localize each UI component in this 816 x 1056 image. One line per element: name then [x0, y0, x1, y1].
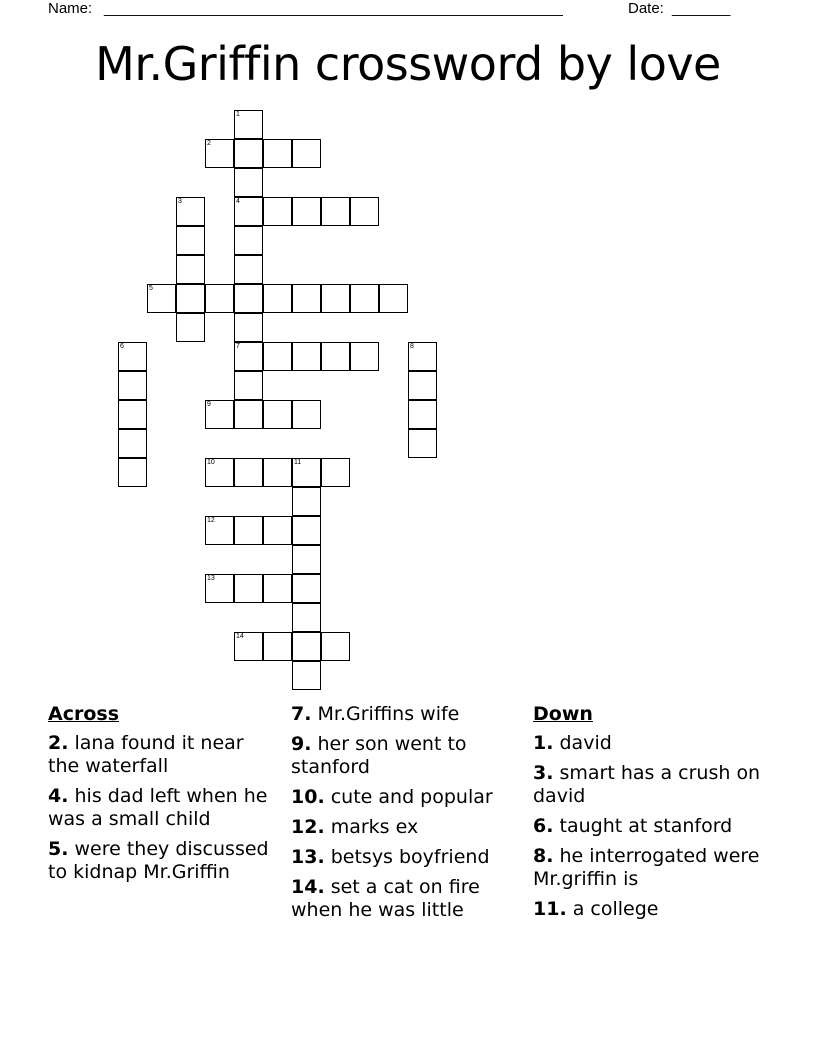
clue-text: her son went to stanford	[291, 733, 467, 778]
clue-text: taught at stanford	[559, 815, 733, 837]
crossword-cell[interactable]	[321, 458, 350, 487]
clue-number: 3.	[533, 762, 554, 784]
page-title: Mr.Griffin crossword by love	[95, 37, 721, 91]
clue-item	[291, 703, 523, 726]
cell-number: 7	[236, 343, 240, 350]
crossword-cell[interactable]	[176, 226, 205, 255]
clue-text: cute and popular	[330, 786, 493, 808]
cell-number: 14	[236, 633, 244, 640]
crossword-cell[interactable]	[408, 429, 437, 458]
clue-text: smart has a crush on david	[533, 762, 761, 807]
clue-number: 5.	[48, 838, 69, 860]
date-label: Date:	[628, 0, 664, 17]
crossword-cell[interactable]	[292, 661, 321, 690]
crossword-cell[interactable]	[205, 574, 234, 603]
clue-number: 13.	[291, 846, 325, 868]
clue-item	[291, 846, 523, 869]
clue-text: his dad left when he was a small child	[48, 785, 268, 830]
clue-item	[48, 838, 280, 884]
down-clues-column	[533, 703, 765, 928]
cell-number: 5	[149, 285, 153, 292]
crossword-cell[interactable]	[118, 458, 147, 487]
crossword-cell[interactable]	[205, 400, 234, 429]
cell-number: 9	[207, 401, 211, 408]
crossword-cell[interactable]	[176, 255, 205, 284]
cell-number: 2	[207, 140, 211, 147]
clue-text: david	[559, 732, 612, 754]
crossword-cell[interactable]	[263, 458, 292, 487]
crossword-cell[interactable]	[234, 371, 263, 400]
clue-text: he interrogated were Mr.griffin is	[533, 845, 760, 890]
crossword-cell[interactable]	[176, 313, 205, 342]
crossword-cell[interactable]	[408, 342, 437, 371]
across-clues-column	[48, 703, 280, 891]
clue-number: 10.	[291, 786, 325, 808]
crossword-cell[interactable]	[263, 342, 292, 371]
cell-number: 10	[207, 459, 215, 466]
crossword-cell[interactable]	[147, 284, 176, 313]
clue-item	[291, 876, 523, 922]
clue-item	[291, 733, 523, 779]
crossword-cell[interactable]	[321, 284, 350, 313]
crossword-cell[interactable]	[234, 139, 263, 168]
crossword-cell[interactable]	[118, 429, 147, 458]
clue-number: 2.	[48, 732, 69, 754]
crossword-cell[interactable]	[379, 284, 408, 313]
crossword-cell[interactable]	[350, 342, 379, 371]
crossword-cell[interactable]	[292, 458, 321, 487]
crossword-cell[interactable]	[263, 574, 292, 603]
cell-number: 3	[178, 198, 182, 205]
clue-item	[48, 732, 280, 778]
crossword-cell[interactable]	[292, 284, 321, 313]
cell-number: 6	[120, 343, 124, 350]
date-field[interactable]: _______	[672, 0, 731, 17]
crossword-cell[interactable]	[118, 371, 147, 400]
crossword-cell[interactable]	[263, 400, 292, 429]
cell-number: 1	[236, 111, 240, 118]
clue-number: 6.	[533, 815, 554, 837]
clue-number: 1.	[533, 732, 554, 754]
crossword-cell[interactable]	[263, 197, 292, 226]
clue-item	[48, 785, 280, 831]
cell-number: 11	[294, 459, 302, 466]
clue-item	[533, 815, 765, 838]
crossword-cell[interactable]	[234, 342, 263, 371]
clue-number: 4.	[48, 785, 69, 807]
clue-text: lana found it near the waterfall	[48, 732, 244, 777]
clue-number: 7.	[291, 703, 312, 725]
cell-number: 13	[207, 575, 215, 582]
crossword-cell[interactable]	[263, 284, 292, 313]
crossword-cell[interactable]	[292, 574, 321, 603]
crossword-cell[interactable]	[292, 545, 321, 574]
clue-number: 11.	[533, 898, 567, 920]
crossword-cell[interactable]	[176, 284, 205, 313]
clue-text: Mr.Griffins wife	[317, 703, 460, 725]
across-heading: Across	[48, 703, 120, 725]
down-heading: Down	[533, 703, 593, 725]
crossword-cell[interactable]	[292, 400, 321, 429]
crossword-cell[interactable]	[234, 197, 263, 226]
crossword-cell[interactable]	[292, 342, 321, 371]
clue-text: were they discussed to kidnap Mr.Griffin	[48, 838, 269, 883]
across-clue-list-continued	[291, 703, 523, 922]
crossword-cell[interactable]	[263, 139, 292, 168]
clue-text: marks ex	[330, 816, 419, 838]
crossword-cell[interactable]	[292, 603, 321, 632]
crossword-cell[interactable]	[234, 168, 263, 197]
name-field[interactable]: _______________________________________________________	[104, 0, 563, 17]
crossword-cell[interactable]	[408, 371, 437, 400]
clue-number: 8.	[533, 845, 554, 867]
clue-item	[533, 845, 765, 891]
cell-number: 8	[410, 343, 414, 350]
crossword-cell[interactable]	[234, 458, 263, 487]
clue-item	[533, 898, 765, 921]
cell-number: 4	[236, 198, 240, 205]
crossword-cell[interactable]	[176, 197, 205, 226]
crossword-cell[interactable]	[234, 313, 263, 342]
across-clues-continued-column	[291, 703, 523, 929]
crossword-cell[interactable]	[292, 197, 321, 226]
clue-item	[291, 816, 523, 839]
crossword-cell[interactable]	[408, 400, 437, 429]
crossword-cell[interactable]	[263, 632, 292, 661]
clue-text: betsys boyfriend	[330, 846, 490, 868]
crossword-cell[interactable]	[292, 632, 321, 661]
clue-item	[533, 732, 765, 755]
crossword-cell[interactable]	[205, 458, 234, 487]
crossword-cell[interactable]	[263, 516, 292, 545]
crossword-cell[interactable]	[205, 139, 234, 168]
crossword-cell[interactable]	[292, 139, 321, 168]
clue-item	[533, 762, 765, 808]
crossword-cell[interactable]	[350, 197, 379, 226]
name-label: Name:	[48, 0, 93, 17]
crossword-cell[interactable]	[234, 516, 263, 545]
cell-number: 12	[207, 517, 215, 524]
across-clue-list	[48, 732, 280, 884]
crossword-cell[interactable]	[350, 284, 379, 313]
clue-text: a college	[572, 898, 659, 920]
crossword-cell[interactable]	[205, 284, 234, 313]
down-clue-list	[533, 732, 765, 921]
crossword-cell[interactable]	[234, 632, 263, 661]
clue-number: 9.	[291, 733, 312, 755]
clue-item	[291, 786, 523, 809]
clue-number: 14.	[291, 876, 325, 898]
crossword-cell[interactable]	[234, 284, 263, 313]
crossword-cell[interactable]	[234, 574, 263, 603]
clue-text: set a cat on fire when he was little	[291, 876, 480, 921]
crossword-cell[interactable]	[321, 197, 350, 226]
crossword-cell[interactable]	[234, 226, 263, 255]
crossword-cell[interactable]	[205, 516, 234, 545]
crossword-cell[interactable]	[234, 255, 263, 284]
clue-number: 12.	[291, 816, 325, 838]
crossword-cell[interactable]	[234, 110, 263, 139]
crossword-cell[interactable]	[292, 487, 321, 516]
crossword-cell[interactable]	[118, 342, 147, 371]
crossword-cell[interactable]	[234, 400, 263, 429]
crossword-cell[interactable]	[292, 516, 321, 545]
crossword-cell[interactable]	[321, 342, 350, 371]
crossword-cell[interactable]	[321, 632, 350, 661]
crossword-cell[interactable]	[118, 400, 147, 429]
